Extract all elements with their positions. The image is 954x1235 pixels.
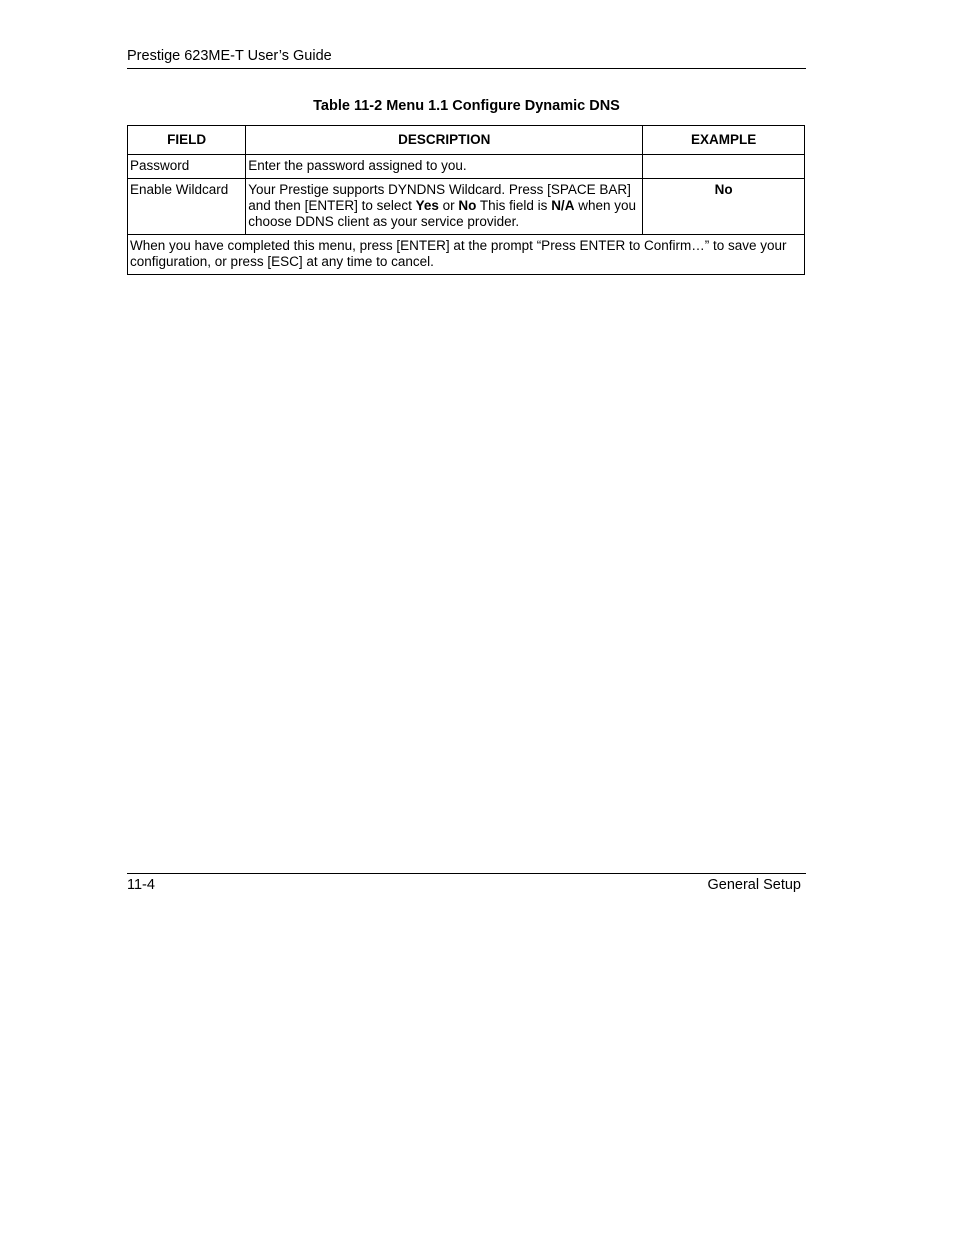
option-no: No — [458, 198, 477, 213]
column-header-example: EXAMPLE — [643, 126, 805, 155]
description-text: This field is — [476, 198, 552, 213]
description-text: or — [438, 198, 459, 213]
table-note-row — [128, 235, 805, 275]
table-caption: Table 11-2 Menu 1.1 Configure Dynamic DNS — [313, 98, 620, 114]
page-number: 11-4 — [127, 877, 155, 893]
not-applicable-text: N/A — [551, 198, 575, 213]
column-header-field: FIELD — [128, 126, 246, 155]
table-note: When you have completed this menu, press [ENTER] at the prompt “Press ENTER to Confirm…” to save your configuration, or press [ESC] at any time to cancel. — [128, 235, 805, 275]
example-cell — [643, 155, 805, 179]
page-footer — [127, 873, 806, 893]
section-name: General Setup — [707, 877, 801, 893]
description-cell: Enter the password assigned to you. — [246, 155, 643, 179]
column-header-description: DESCRIPTION — [246, 126, 643, 155]
table-row — [128, 179, 805, 235]
description-text: Your Prestige supports DYNDNS Wildcard. Press [SPACE BAR] and then [ENTER] to select — [248, 182, 631, 213]
table-row — [128, 155, 805, 179]
page-header — [127, 47, 806, 69]
example-cell: No — [643, 179, 805, 235]
table-header-row — [128, 126, 805, 155]
configure-dynamic-dns-table — [127, 125, 805, 275]
document-title: Prestige 623ME-T User’s Guide — [127, 48, 332, 64]
description-cell — [246, 179, 643, 235]
field-cell: Password — [128, 155, 246, 179]
description-text: when you choose DDNS client as your service provider. — [248, 198, 636, 229]
field-cell: Enable Wildcard — [128, 179, 246, 235]
option-yes: Yes — [415, 198, 439, 213]
